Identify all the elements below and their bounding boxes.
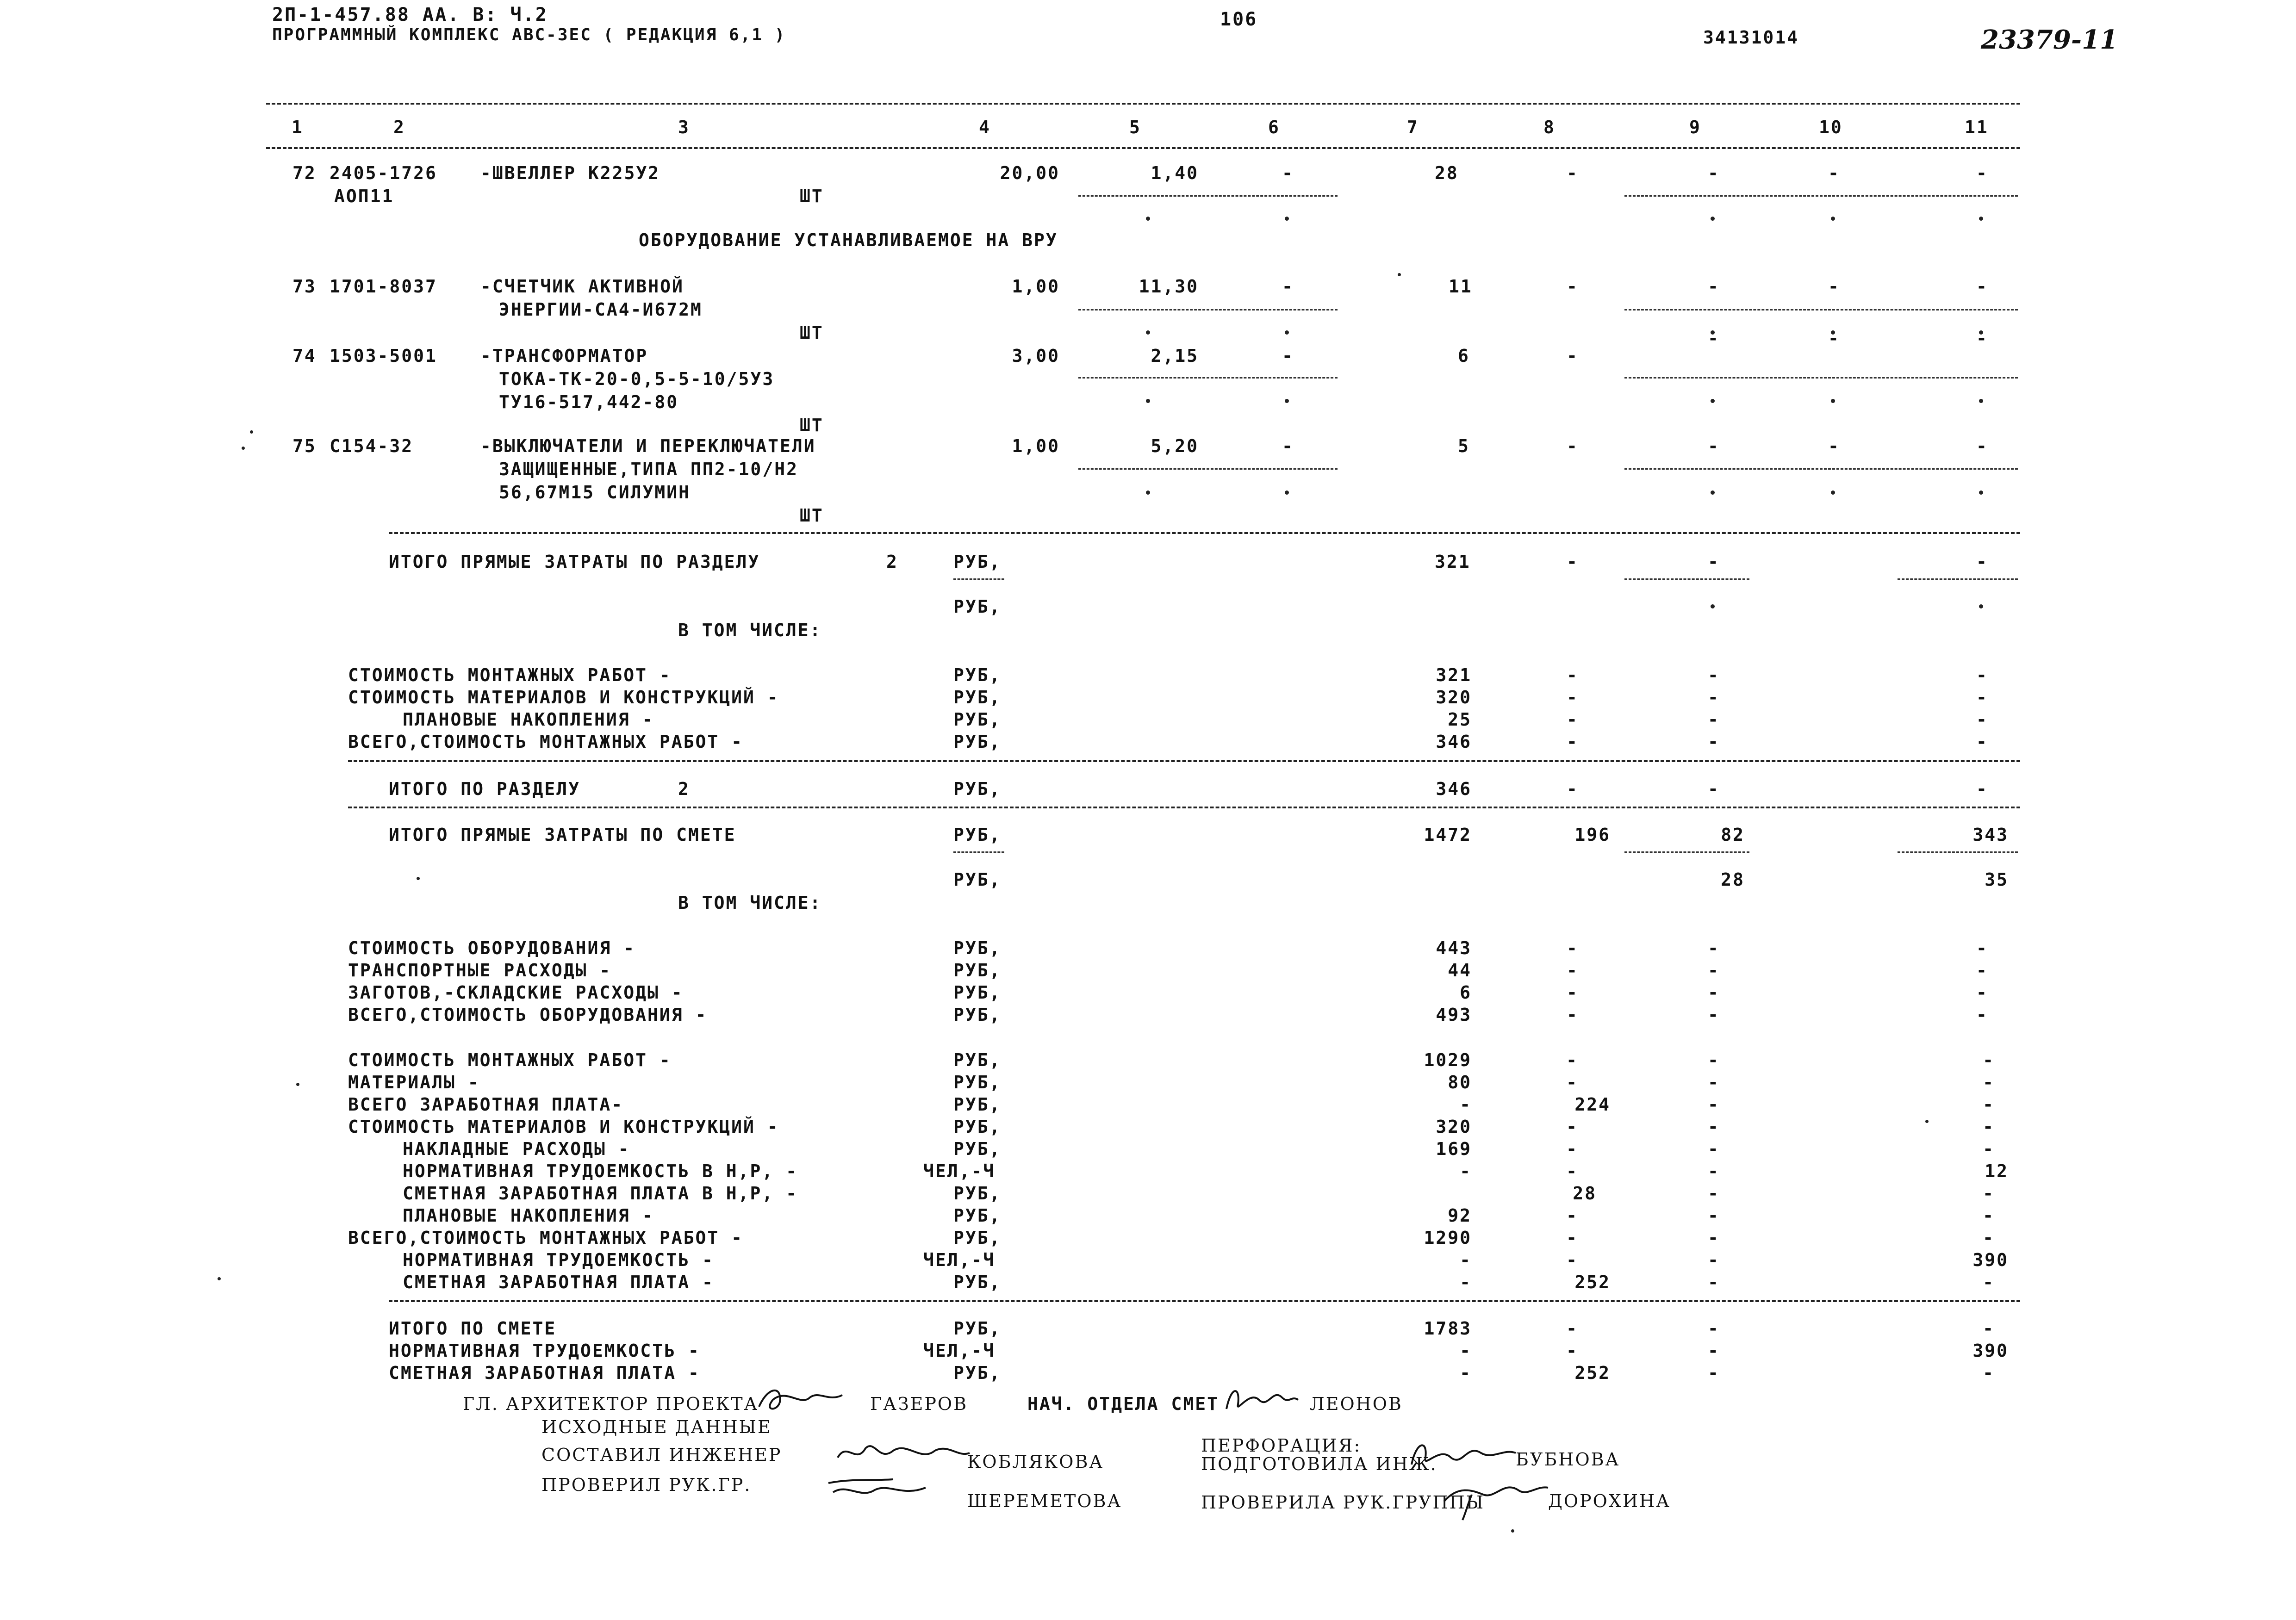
breakdown-label: ЗАГОТОВ,-СКЛАДСКИЕ РАСХОДЫ - — [348, 982, 684, 1003]
scan-speck — [1511, 1529, 1514, 1533]
source-data-label: ИСХОДНЫЕ ДАННЫЕ — [541, 1417, 772, 1437]
sub-rule — [1624, 195, 2018, 197]
breakdown-label: ВСЕГО,СТОИМОСТЬ МОНТАЖНЫХ РАБОТ - — [348, 1228, 743, 1248]
final-value: 1783 — [1424, 1318, 1472, 1339]
checked-label: ПРОВЕРИЛ РУК.ГР. — [541, 1475, 752, 1495]
breakdown-label: ВСЕГО,СТОИМОСТЬ ОБОРУДОВАНИЯ - — [348, 1005, 708, 1025]
sub-rule — [1624, 851, 1749, 853]
item-c7: 11 — [1449, 276, 1473, 297]
checked-name: ШЕРЕМЕТОВА — [967, 1491, 1122, 1511]
breakdown-value: 6 — [1460, 982, 1472, 1003]
dot — [1711, 490, 1715, 495]
c9-dash: - — [1708, 1005, 1720, 1025]
program-name: ПРОГРАММНЫЙ КОМПЛЕКС АВС-3ЕС ( РЕДАКЦИЯ 6,1 ) — [272, 25, 786, 44]
c8-dash: - — [1567, 1005, 1579, 1025]
item-code: 2405-1726 — [330, 163, 437, 183]
unit-rub: РУБ, — [953, 938, 1002, 958]
breakdown-label: СМЕТНАЯ ЗАРАБОТНАЯ ПЛАТА В Н,Р, - — [403, 1183, 798, 1204]
dot — [1711, 217, 1715, 221]
final-label: НОРМАТИВНАЯ ТРУДОЕМКОСТЬ - — [389, 1341, 700, 1361]
signature-scribble — [833, 1437, 972, 1469]
col-num: 2 — [393, 117, 405, 137]
dot — [1146, 330, 1150, 335]
breakdown-c11: - — [1983, 1228, 1995, 1248]
breakdown-label: НОРМАТИВНАЯ ТРУДОЕМКОСТЬ В Н,Р, - — [403, 1161, 798, 1181]
unit-rub: РУБ, — [953, 1117, 1002, 1137]
item-c10: - — [1828, 276, 1840, 297]
item-c8: - — [1567, 276, 1579, 297]
breakdown-value: - — [1460, 1250, 1472, 1270]
estimate-c8: 196 — [1574, 825, 1611, 845]
section-direct-label: ИТОГО ПРЯМЫЕ ЗАТРАТЫ ПО РАЗДЕЛУ — [389, 552, 760, 572]
section-rule — [389, 532, 2020, 534]
item-c8: - — [1567, 163, 1579, 183]
breakdown-value: 169 — [1436, 1139, 1472, 1159]
section-rule — [348, 807, 2020, 808]
final-value: - — [1460, 1363, 1472, 1383]
c11-dash: - — [1976, 552, 1988, 572]
chief-architect-name: ГАЗЕРОВ — [870, 1394, 968, 1414]
c11-dash: - — [1976, 732, 1988, 752]
unit-rub: РУБ, — [953, 709, 1002, 730]
breakdown-label: СМЕТНАЯ ЗАРАБОТНАЯ ПЛАТА - — [403, 1272, 714, 1292]
compiled-name: КОБЛЯКОВА — [967, 1452, 1104, 1472]
unit-rub: РУБ, — [953, 1205, 1002, 1226]
estimate-direct-label: ИТОГО ПРЯМЫЕ ЗАТРАТЫ ПО СМЕТЕ — [389, 825, 736, 845]
item-name: ТОКА-ТК-20-0,5-5-10/5У3 — [499, 369, 775, 389]
dot — [1831, 490, 1835, 495]
col-num: 10 — [1819, 117, 1843, 137]
col-num: 7 — [1407, 117, 1419, 137]
final-label: ИТОГО ПО СМЕТЕ — [389, 1318, 557, 1339]
sub-rule — [953, 851, 1004, 853]
breakdown-c11: - — [1983, 1094, 1995, 1115]
c9-dash: - — [1708, 665, 1720, 685]
scan-speck — [250, 430, 253, 434]
section-no: 2 — [886, 552, 898, 572]
item-c6: - — [1282, 163, 1294, 183]
signature-scribble — [1222, 1381, 1300, 1418]
c11-dash: - — [1976, 982, 1988, 1003]
breakdown-label: НОРМАТИВНАЯ ТРУДОЕМКОСТЬ - — [403, 1250, 714, 1270]
dot — [1285, 490, 1289, 495]
unit-rub: РУБ, — [953, 1318, 1002, 1339]
c9-dash: - — [1708, 1205, 1720, 1226]
c9-dash: - — [1708, 1363, 1720, 1383]
c9-dash: - — [1708, 1318, 1720, 1339]
item-no: 72 — [292, 163, 317, 183]
equipment-heading: ОБОРУДОВАНИЕ УСТАНАВЛИВАЕМОЕ НА ВРУ — [639, 230, 1058, 250]
breakdown-c11: 12 — [1985, 1161, 2009, 1181]
dot — [1979, 604, 1983, 608]
breakdown-value: - — [1460, 1094, 1472, 1115]
breakdown-value: - — [1460, 1161, 1472, 1181]
dot — [1831, 217, 1835, 221]
item-qty: 1,00 — [1012, 436, 1060, 456]
unit-rub: РУБ, — [953, 687, 1002, 708]
c8-dash: - — [1567, 665, 1579, 685]
item-c9: - — [1708, 276, 1720, 297]
item-name: ЗАЩИЩЕННЫЕ,ТИПА ПП2-10/Н2 — [499, 459, 798, 479]
item-c8: - — [1567, 436, 1579, 456]
item-c9: - — [1708, 436, 1720, 456]
c8-dash: - — [1567, 938, 1579, 958]
c11-dash: - — [1976, 938, 1988, 958]
unit-rub: РУБ, — [953, 665, 1002, 685]
breakdown-c8: 252 — [1574, 1272, 1611, 1292]
item-qty: 3,00 — [1012, 346, 1060, 366]
unit-rub: РУБ, — [953, 1228, 1002, 1248]
final-c8: 252 — [1574, 1363, 1611, 1383]
unit-rub: РУБ, — [953, 1005, 1002, 1025]
c9-dash: - — [1708, 960, 1720, 981]
c8-dash: - — [1567, 960, 1579, 981]
c9-dash: - — [1708, 709, 1720, 730]
item-name: -ВЫКЛЮЧАТЕЛИ И ПЕРЕКЛЮЧАТЕЛИ — [480, 436, 816, 456]
breakdown-c11: - — [1983, 1050, 1995, 1070]
breakdown-value: 320 — [1436, 1117, 1472, 1137]
unit-rub: РУБ, — [953, 960, 1002, 981]
breakdown-label: СТОИМОСТЬ ОБОРУДОВАНИЯ - — [348, 938, 636, 958]
c9-dash: - — [1708, 1117, 1720, 1137]
item-name: -ТРАНСФОРМАТОР — [480, 346, 648, 366]
item-c11: - — [1976, 163, 1988, 183]
scan-speck — [296, 1083, 299, 1086]
item-code: 1701-8037 — [330, 276, 437, 297]
final-c11: - — [1983, 1363, 1995, 1383]
scan-speck — [417, 877, 420, 880]
unit-rub: РУБ, — [953, 1094, 1002, 1115]
sub-rule — [1624, 377, 2018, 379]
breakdown-c11: - — [1983, 1183, 1995, 1204]
breakdown-label: ВСЕГО ЗАРАБОТНАЯ ПЛАТА- — [348, 1094, 624, 1115]
breakdown-c8: - — [1566, 1050, 1578, 1070]
breakdown-label: ПЛАНОВЫЕ НАКОПЛЕНИЯ - — [403, 1205, 654, 1226]
estimate-c7: 1472 — [1424, 825, 1472, 845]
breakdown-c11: - — [1983, 1139, 1995, 1159]
item-c7: 28 — [1435, 163, 1459, 183]
col-num: 5 — [1129, 117, 1141, 137]
checked2-name: ДОРОХИНА — [1548, 1491, 1671, 1511]
c9-dash: - — [1708, 687, 1720, 708]
breakdown-value: 320 — [1436, 687, 1472, 708]
top-rule — [266, 103, 2020, 105]
item-qty: 20,00 — [1000, 163, 1060, 183]
col-num: 6 — [1268, 117, 1280, 137]
unit-rub: РУБ, — [953, 596, 1002, 617]
unit-rub: РУБ, — [953, 1139, 1002, 1159]
col-num: 1 — [292, 117, 304, 137]
dot — [1285, 330, 1289, 335]
c11-dash: - — [1976, 1005, 1988, 1025]
item-unit: ШТ — [800, 323, 824, 343]
c11-dash: - — [1976, 687, 1988, 708]
c8-dash: - — [1567, 552, 1579, 572]
c9-dash: - — [1708, 1341, 1720, 1361]
unit-rub: РУБ, — [953, 552, 1002, 572]
unit-man-hours: ЧЕЛ,-Ч — [923, 1341, 996, 1361]
col-num: 8 — [1543, 117, 1556, 137]
estimate-c11b: 35 — [1985, 869, 2009, 890]
dept-head-name: ЛЕОНОВ — [1310, 1394, 1403, 1414]
signature-scribble — [824, 1474, 930, 1502]
item-price: 5,20 — [1151, 436, 1199, 456]
dot — [1146, 217, 1150, 221]
breakdown-c11: - — [1983, 1205, 1995, 1226]
col-num: 9 — [1689, 117, 1701, 137]
header-rule — [266, 147, 2020, 149]
unit-rub: РУБ, — [953, 1183, 1002, 1204]
item-c9: - — [1708, 163, 1720, 183]
compiled-label: СОСТАВИЛ ИНЖЕНЕР — [541, 1445, 782, 1465]
item-price: 11,30 — [1139, 276, 1199, 297]
col-num: 3 — [678, 117, 690, 137]
scan-speck — [1925, 1120, 1929, 1123]
c9-dash: - — [1708, 1250, 1720, 1270]
item-unit: ШТ — [800, 415, 824, 435]
item-c6: - — [1282, 346, 1294, 366]
sub-rule — [1624, 578, 1749, 580]
breakdown-value: 1029 — [1424, 1050, 1472, 1070]
dot — [1285, 399, 1289, 403]
sub-rule — [1624, 309, 2018, 310]
c9-dash: - — [1708, 1050, 1720, 1070]
c11-dash: - — [1976, 709, 1988, 730]
unit-man-hours: ЧЕЛ,-Ч — [923, 1161, 996, 1181]
breakdown-label: НАКЛАДНЫЕ РАСХОДЫ - — [403, 1139, 630, 1159]
item-c10: - — [1828, 436, 1840, 456]
final-value: - — [1460, 1341, 1472, 1361]
breakdown-c11: - — [1983, 1072, 1995, 1092]
breakdown-value: 25 — [1448, 709, 1472, 730]
unit-rub: РУБ, — [953, 1363, 1002, 1383]
breakdown-c8: 28 — [1573, 1183, 1597, 1204]
unit-rub: РУБ, — [953, 1072, 1002, 1092]
final-c8: - — [1566, 1318, 1578, 1339]
sub-rule — [1624, 468, 2018, 470]
c9-dash: - — [1708, 938, 1720, 958]
signature-scribble — [1407, 1437, 1518, 1474]
item-c11: - — [1976, 436, 1988, 456]
unit-rub: РУБ, — [953, 869, 1002, 890]
scan-speck — [1398, 273, 1401, 276]
item-unit: ШТ — [800, 505, 824, 526]
c9-dash: - — [1708, 982, 1720, 1003]
breakdown-c8: - — [1566, 1250, 1578, 1270]
c8-dash: - — [1567, 779, 1579, 799]
c9-dash: - — [1708, 1139, 1720, 1159]
sub-rule — [1898, 851, 2018, 853]
item-price: 2,15 — [1151, 346, 1199, 366]
breakdown-value: 80 — [1448, 1072, 1472, 1092]
breakdown-label: ТРАНСПОРТНЫЕ РАСХОДЫ - — [348, 960, 612, 981]
unit-rub: РУБ, — [953, 1050, 1002, 1070]
final-label: СМЕТНАЯ ЗАРАБОТНАЯ ПЛАТА - — [389, 1363, 700, 1383]
item-no: 73 — [292, 276, 317, 297]
dot — [1711, 399, 1715, 403]
scan-speck — [242, 447, 245, 450]
including-heading: В ТОМ ЧИСЛЕ: — [678, 620, 822, 640]
breakdown-label: СТОИМОСТЬ МОНТАЖНЫХ РАБОТ - — [348, 665, 672, 685]
breakdown-value: 493 — [1436, 1005, 1472, 1025]
item-code-2: АОП11 — [334, 186, 394, 206]
unit-man-hours: ЧЕЛ,-Ч — [923, 1250, 996, 1270]
item-no: 74 — [292, 346, 317, 366]
dot — [1146, 399, 1150, 403]
c8-dash: - — [1567, 982, 1579, 1003]
unit-rub: РУБ, — [953, 825, 1002, 845]
section-no: 2 — [678, 779, 690, 799]
dot — [1146, 490, 1150, 495]
col-num: 4 — [979, 117, 991, 137]
c11-dash: - — [1976, 779, 1988, 799]
item-c11: - — [1976, 328, 1988, 348]
item-c11: - — [1976, 276, 1988, 297]
item-name: -СЧЕТЧИК АКТИВНОЙ — [480, 276, 684, 297]
item-c7: 6 — [1458, 346, 1470, 366]
c9-dash: - — [1708, 1094, 1720, 1115]
estimate-c9b: 28 — [1721, 869, 1745, 890]
dot — [1979, 399, 1983, 403]
section-direct-value: 321 — [1435, 552, 1471, 572]
c11-dash: - — [1976, 665, 1988, 685]
breakdown-value: 44 — [1448, 960, 1472, 981]
section-rule — [348, 760, 2020, 762]
sub-rule — [1078, 309, 1338, 310]
c9-dash: - — [1708, 1183, 1720, 1204]
breakdown-c11: - — [1983, 1117, 1995, 1137]
c11-dash: - — [1976, 960, 1988, 981]
item-c7: 5 — [1458, 436, 1470, 456]
item-code: С154-32 — [330, 436, 414, 456]
including-heading: В ТОМ ЧИСЛЕ: — [678, 893, 822, 913]
item-c6: - — [1282, 276, 1294, 297]
item-name: ТУ16-517,442-80 — [499, 392, 679, 412]
breakdown-c8: - — [1566, 1139, 1578, 1159]
item-c10: - — [1828, 328, 1840, 348]
c9-dash: - — [1708, 552, 1720, 572]
doc-number: 34131014 — [1703, 27, 1799, 48]
c8-dash: - — [1567, 687, 1579, 708]
breakdown-label: ВСЕГО,СТОИМОСТЬ МОНТАЖНЫХ РАБОТ - — [348, 732, 743, 752]
page-number: 106 — [1220, 9, 1258, 30]
c8-dash: - — [1567, 709, 1579, 730]
scan-speck — [218, 1277, 221, 1280]
c9-dash: - — [1708, 1272, 1720, 1292]
unit-rub: РУБ, — [953, 732, 1002, 752]
breakdown-value: 346 — [1436, 732, 1472, 752]
final-c11: - — [1983, 1318, 1995, 1339]
col-num: 11 — [1965, 117, 1989, 137]
dot — [1979, 217, 1983, 221]
item-no: 75 — [292, 436, 317, 456]
breakdown-c8: - — [1566, 1117, 1578, 1137]
perforation-label: ПЕРФОРАЦИЯ: — [1201, 1435, 1362, 1456]
dept-head-label: НАЧ. ОТДЕЛА СМЕТ — [1027, 1394, 1220, 1414]
final-c8: - — [1566, 1341, 1578, 1361]
section-total-value: 346 — [1436, 779, 1472, 799]
c9-dash: - — [1708, 1072, 1720, 1092]
section-total-label: ИТОГО ПО РАЗДЕЛУ — [389, 779, 581, 799]
c9-dash: - — [1708, 779, 1720, 799]
final-c11: 390 — [1972, 1341, 2009, 1361]
breakdown-label: ПЛАНОВЫЕ НАКОПЛЕНИЯ - — [403, 709, 654, 730]
doc-code: 2П-1-457.88 АА. В: Ч.2 — [272, 4, 548, 25]
c8-dash: - — [1567, 732, 1579, 752]
breakdown-label: СТОИМОСТЬ МАТЕРИАЛОВ И КОНСТРУКЦИЙ - — [348, 1117, 779, 1137]
dot — [1831, 399, 1835, 403]
breakdown-c8: - — [1566, 1205, 1578, 1226]
breakdown-c8: - — [1566, 1228, 1578, 1248]
item-unit: ШТ — [800, 186, 824, 206]
chief-architect-label: ГЛ. АРХИТЕКТОР ПРОЕКТА — [463, 1394, 759, 1414]
item-c9: - — [1708, 328, 1720, 348]
dot — [1711, 604, 1715, 608]
dot — [1285, 217, 1289, 221]
item-code: 1503-5001 — [330, 346, 437, 366]
estimate-c11: 343 — [1972, 825, 2009, 845]
item-c6: - — [1282, 436, 1294, 456]
sub-rule — [1078, 377, 1338, 379]
dot — [1979, 490, 1983, 495]
item-name: -ШВЕЛЛЕР К225У2 — [480, 163, 660, 183]
handwritten-code: 23379-11 — [1981, 25, 2118, 55]
unit-rub: РУБ, — [953, 982, 1002, 1003]
sub-rule — [1898, 578, 2018, 580]
breakdown-c11: - — [1983, 1272, 1995, 1292]
item-c10: - — [1828, 163, 1840, 183]
item-price: 1,40 — [1151, 163, 1199, 183]
breakdown-value: 443 — [1436, 938, 1472, 958]
breakdown-label: СТОИМОСТЬ МАТЕРИАЛОВ И КОНСТРУКЦИЙ - — [348, 687, 779, 708]
c9-dash: - — [1708, 1228, 1720, 1248]
breakdown-c11: 390 — [1972, 1250, 2009, 1270]
breakdown-value: 92 — [1448, 1205, 1472, 1226]
item-qty: 1,00 — [1012, 276, 1060, 297]
breakdown-c8: - — [1566, 1072, 1578, 1092]
signature-scribble — [1439, 1476, 1550, 1522]
breakdown-value: - — [1460, 1272, 1472, 1292]
checked2-label: ПРОВЕРИЛА РУК.ГРУППЫ — [1201, 1492, 1485, 1513]
sub-rule — [1078, 195, 1338, 197]
sub-rule — [953, 578, 1004, 580]
unit-rub: РУБ, — [953, 1272, 1002, 1292]
breakdown-label: СТОИМОСТЬ МОНТАЖНЫХ РАБОТ - — [348, 1050, 672, 1070]
estimate-c9: 82 — [1721, 825, 1745, 845]
breakdown-value: 321 — [1436, 665, 1472, 685]
c9-dash: - — [1708, 1161, 1720, 1181]
c9-dash: - — [1708, 732, 1720, 752]
item-c8: - — [1567, 346, 1579, 366]
section-rule — [389, 1300, 2020, 1302]
breakdown-c8: - — [1566, 1161, 1578, 1181]
item-name: ЭНЕРГИИ-СА4-И672М — [499, 299, 703, 320]
item-name: 56,67М15 СИЛУМИН — [499, 482, 691, 503]
breakdown-label: МАТЕРИАЛЫ - — [348, 1072, 480, 1092]
breakdown-c8: 224 — [1574, 1094, 1611, 1115]
signature-scribble — [754, 1384, 847, 1416]
prepared-name: БУБНОВА — [1516, 1449, 1620, 1470]
prepared-label: ПОДГОТОВИЛА ИНЖ. — [1201, 1454, 1437, 1474]
sub-rule — [1078, 468, 1338, 470]
breakdown-value: 1290 — [1424, 1228, 1472, 1248]
unit-rub: РУБ, — [953, 779, 1002, 799]
